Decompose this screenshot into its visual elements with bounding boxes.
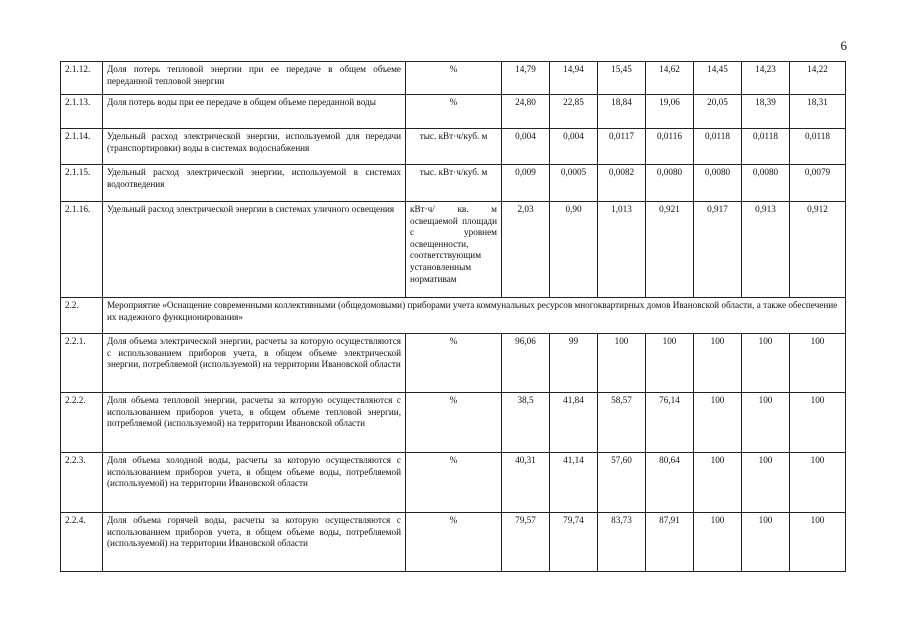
value-cell: 14,94	[550, 62, 598, 95]
value-cell: 41,14	[550, 453, 598, 513]
value-cell: 100	[742, 334, 790, 393]
value-cell: 100	[742, 393, 790, 453]
table-row	[61, 62, 846, 95]
value-cell: 100	[646, 334, 694, 393]
value-cell: 76,14	[646, 393, 694, 453]
value-cell: 38,5	[502, 393, 550, 453]
value-cell: 0,90	[550, 202, 598, 298]
row-unit: %	[406, 393, 502, 453]
value-cell: 0,009	[502, 165, 550, 202]
row-unit: %	[406, 334, 502, 393]
value-cell: 100	[694, 393, 742, 453]
row-unit: тыс. кВт·ч/куб. м	[406, 129, 502, 165]
value-cell: 0,0118	[742, 129, 790, 165]
value-cell: 18,31	[790, 95, 846, 129]
row-number: 2.2.1.	[61, 334, 103, 393]
table-row	[61, 165, 846, 202]
value-cell: 1,013	[598, 202, 646, 298]
value-cell: 14,23	[742, 62, 790, 95]
value-cell: 15,45	[598, 62, 646, 95]
value-cell: 0,0080	[694, 165, 742, 202]
value-cell: 100	[790, 453, 846, 513]
row-description: Удельный расход электрической энергии в системах уличного освещения	[103, 202, 406, 298]
value-cell: 100	[742, 513, 790, 572]
value-cell: 0,0079	[790, 165, 846, 202]
table-row	[61, 202, 846, 298]
value-cell: 99	[550, 334, 598, 393]
value-cell: 79,74	[550, 513, 598, 572]
indicators-table	[60, 61, 846, 572]
row-description: Доля объема электрической энергии, расчеты за которую осуществляются с использованием приборов учета, в общем объеме электрической энергии, потребляемой (используемой) на территории Ивановской области	[103, 334, 406, 393]
value-cell: 0,004	[550, 129, 598, 165]
value-cell: 0,0116	[646, 129, 694, 165]
value-cell: 2,03	[502, 202, 550, 298]
value-cell: 19,06	[646, 95, 694, 129]
row-number: 2.1.12.	[61, 62, 103, 95]
table-row	[61, 513, 846, 572]
value-cell: 58,57	[598, 393, 646, 453]
row-number: 2.1.13.	[61, 95, 103, 129]
value-cell: 0,0118	[694, 129, 742, 165]
value-cell: 14,79	[502, 62, 550, 95]
value-cell: 40,31	[502, 453, 550, 513]
value-cell: 100	[742, 453, 790, 513]
row-unit: %	[406, 513, 502, 572]
row-description: Удельный расход электрической энергии, используемой для передачи (транспортировки) воды в системах водоснабжения	[103, 129, 406, 165]
section-number: 2.2.	[61, 298, 103, 334]
value-cell: 80,64	[646, 453, 694, 513]
row-number: 2.2.4.	[61, 513, 103, 572]
row-description: Удельный расход электрической энергии, используемой в системах водоотведения	[103, 165, 406, 202]
row-number: 2.2.3.	[61, 453, 103, 513]
table-row	[61, 129, 846, 165]
value-cell: 100	[694, 453, 742, 513]
section-title: Мероприятие «Оснащение современными коллективными (общедомовыми) приборами учета коммунальных ресурсов многоквартирных домов Ивановской области, а также обеспечение их надежного функционирования»	[103, 298, 846, 334]
value-cell: 100	[694, 334, 742, 393]
value-cell: 96,06	[502, 334, 550, 393]
row-description: Доля потерь тепловой энергии при ее передаче в общем объеме переданной тепловой энергии	[103, 62, 406, 95]
value-cell: 18,39	[742, 95, 790, 129]
row-unit: %	[406, 95, 502, 129]
value-cell: 14,62	[646, 62, 694, 95]
row-description: Доля объема холодной воды, расчеты за которую осуществляются с использованием приборов учета, в общем объеме воды, потребляемой (используемой) на территории Ивановской области	[103, 453, 406, 513]
value-cell: 0,917	[694, 202, 742, 298]
value-cell: 24,80	[502, 95, 550, 129]
row-description: Доля объема горячей воды, расчеты за которую осуществляются с использованием приборов учета, в общем объеме воды, потребляемой (используемой) на территории Ивановской области	[103, 513, 406, 572]
value-cell: 14,22	[790, 62, 846, 95]
table-row	[61, 393, 846, 453]
value-cell: 0,0117	[598, 129, 646, 165]
value-cell: 14,45	[694, 62, 742, 95]
row-unit: кВт·ч/ кв. м освещаемой площади с уровнем освещенности, соответствующим установленным нормативам	[406, 202, 502, 298]
row-unit: %	[406, 62, 502, 95]
table-row	[61, 453, 846, 513]
row-number: 2.1.14.	[61, 129, 103, 165]
row-number: 2.1.15.	[61, 165, 103, 202]
section-row	[61, 298, 846, 334]
value-cell: 0,0082	[598, 165, 646, 202]
value-cell: 0,912	[790, 202, 846, 298]
value-cell: 100	[790, 393, 846, 453]
value-cell: 0,0080	[742, 165, 790, 202]
row-number: 2.1.16.	[61, 202, 103, 298]
value-cell: 41,84	[550, 393, 598, 453]
value-cell: 100	[790, 513, 846, 572]
page-number: 6	[840, 38, 847, 53]
value-cell: 83,73	[598, 513, 646, 572]
value-cell: 0,0005	[550, 165, 598, 202]
row-unit: тыс. кВт·ч/куб. м	[406, 165, 502, 202]
value-cell: 20,05	[694, 95, 742, 129]
value-cell: 0,921	[646, 202, 694, 298]
row-description: Доля потерь воды при ее передаче в общем объеме переданной воды	[103, 95, 406, 129]
row-description: Доля объема тепловой энергии, расчеты за которую осуществляются с использованием приборов учета, в общем объеме тепловой энергии, потребляемой (используемой) на территории Ивановской области	[103, 393, 406, 453]
table-row	[61, 334, 846, 393]
table-row	[61, 95, 846, 129]
value-cell: 0,0118	[790, 129, 846, 165]
value-cell: 100	[790, 334, 846, 393]
value-cell: 18,84	[598, 95, 646, 129]
row-unit: %	[406, 453, 502, 513]
value-cell: 0,004	[502, 129, 550, 165]
value-cell: 0,0080	[646, 165, 694, 202]
row-number: 2.2.2.	[61, 393, 103, 453]
value-cell: 87,91	[646, 513, 694, 572]
value-cell: 57,60	[598, 453, 646, 513]
value-cell: 79,57	[502, 513, 550, 572]
value-cell: 22,85	[550, 95, 598, 129]
value-cell: 0,913	[742, 202, 790, 298]
value-cell: 100	[694, 513, 742, 572]
value-cell: 100	[598, 334, 646, 393]
